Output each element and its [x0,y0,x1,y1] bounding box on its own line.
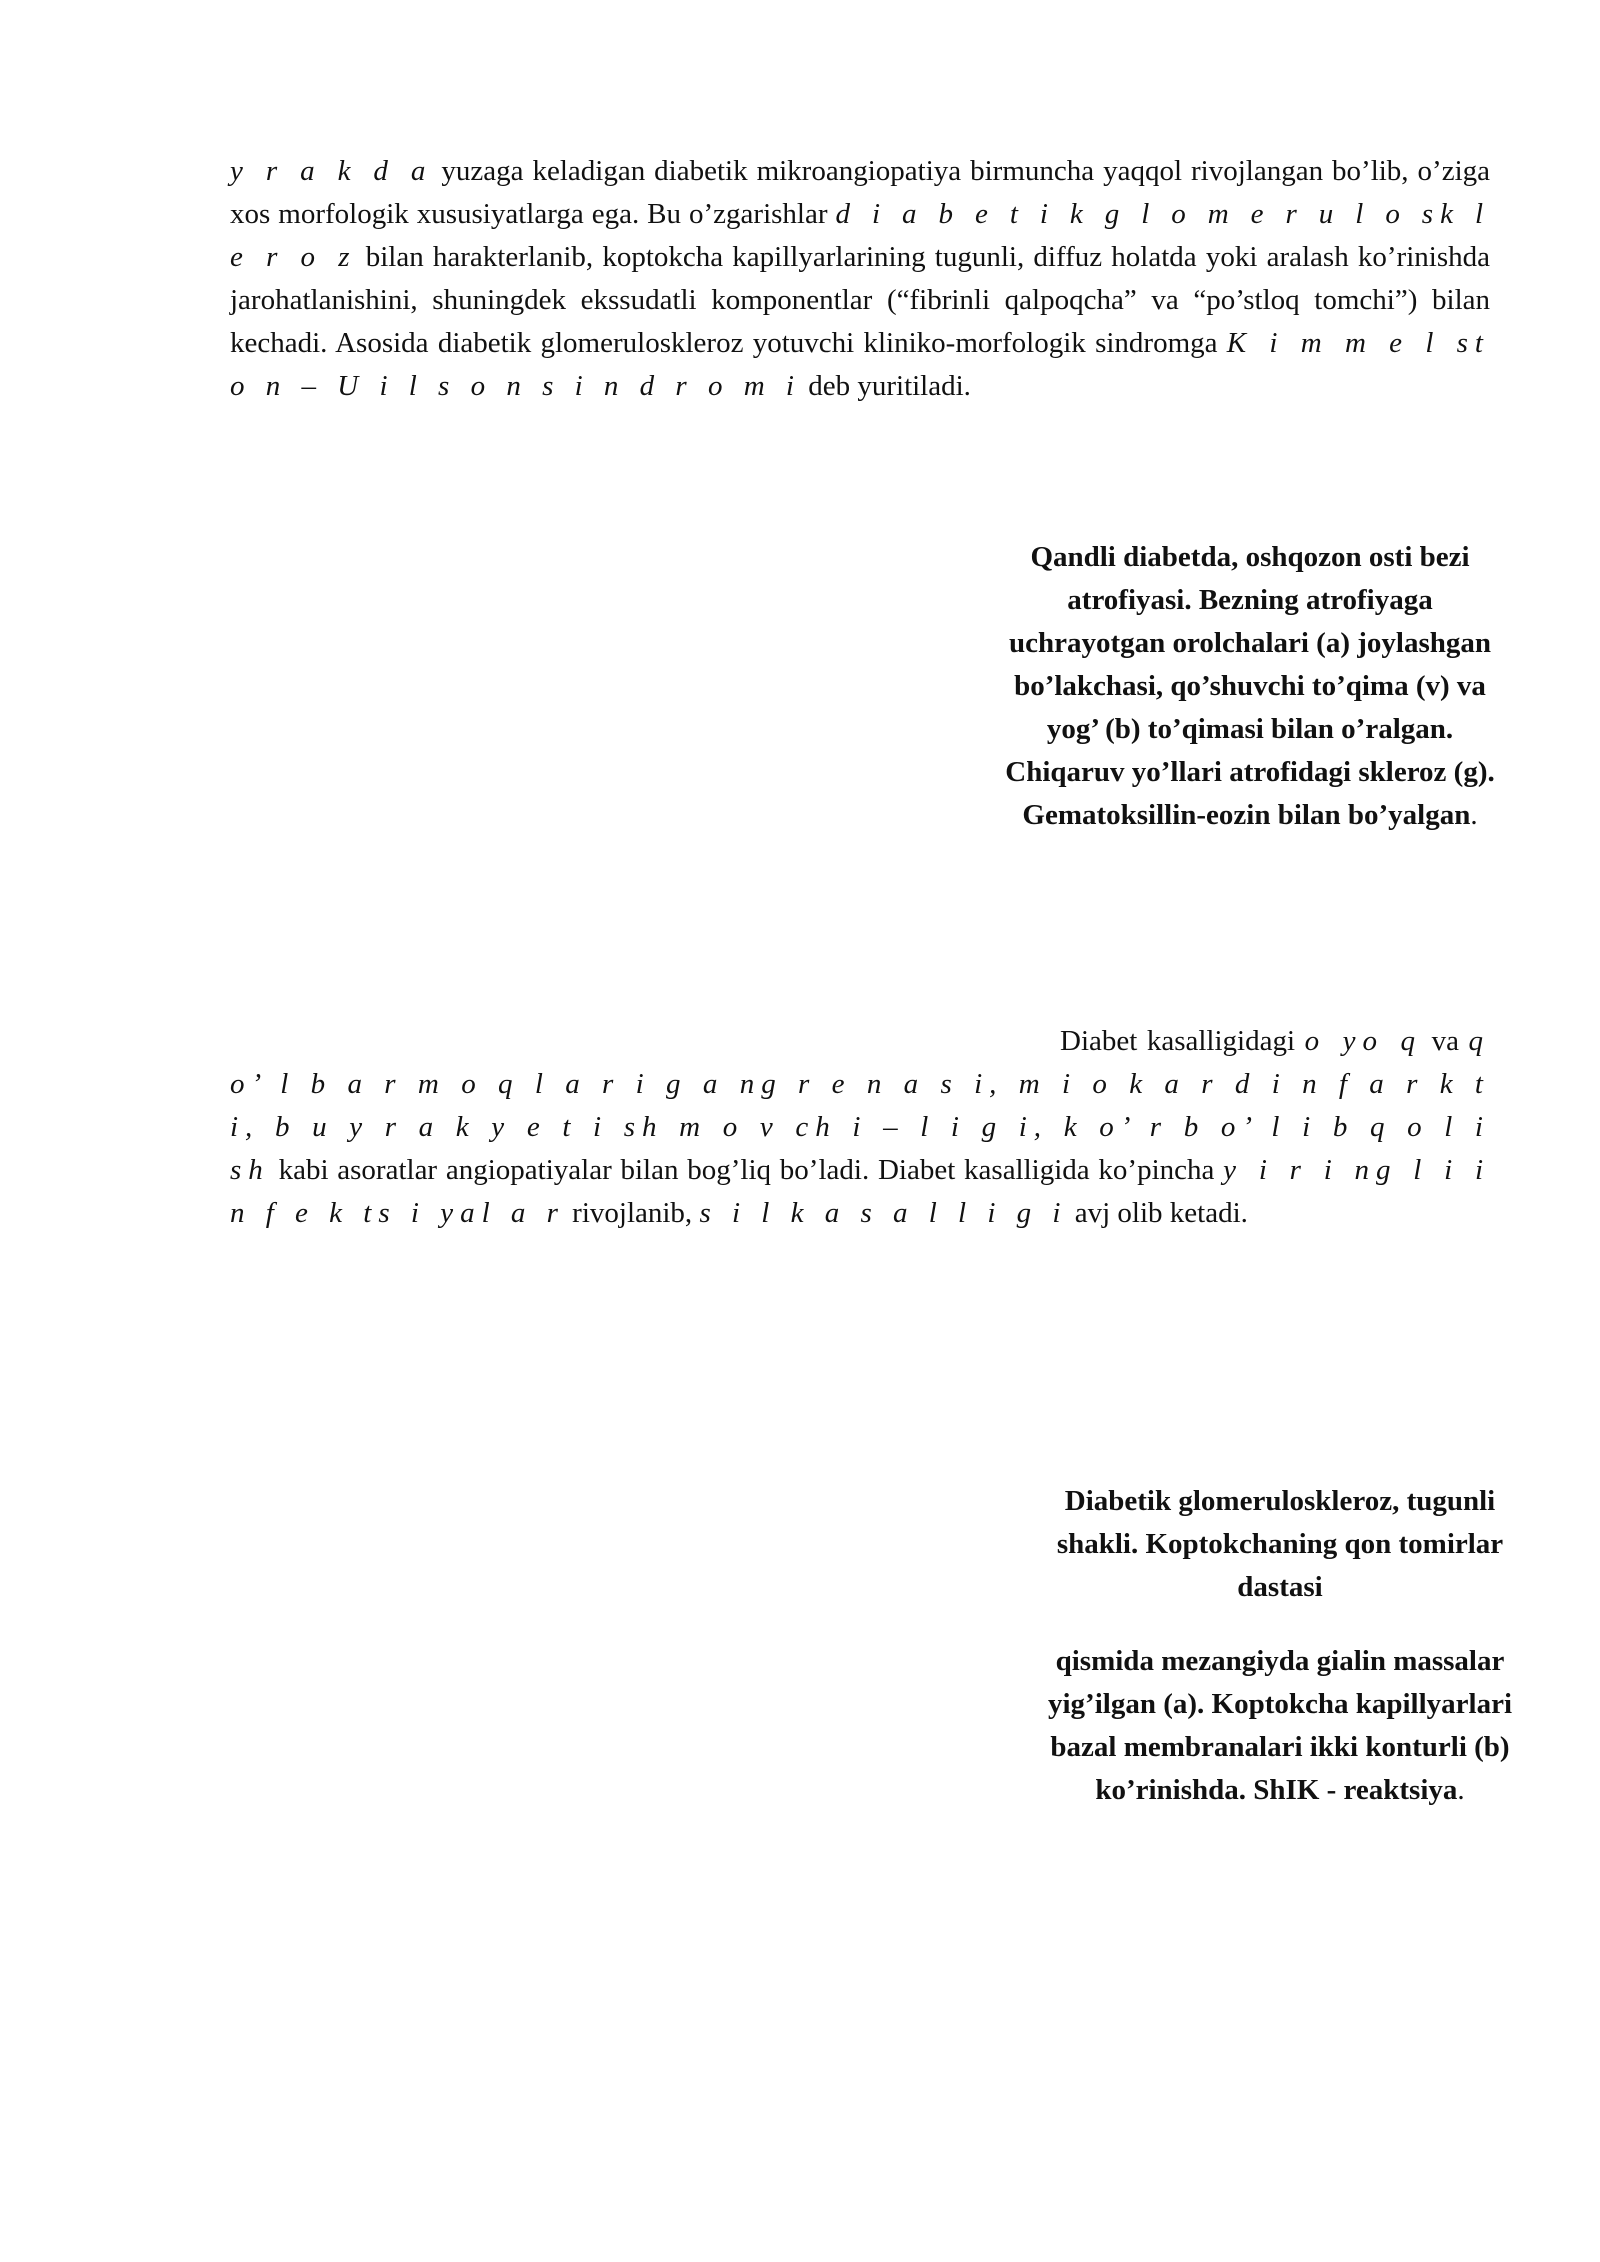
emphasis-term: s i l k a s a l l i g i [699,1197,1068,1229]
paragraph-text: va [1422,1025,1469,1057]
paragraph-text: avj olib ketadi. [1067,1197,1248,1229]
caption-text: Qandli diabetda, oshqozon osti bezi atrofiyasi. Bezning atrofiyaga uchrayotgan orolchalari (a) joylashgan bo’lakchasi, qo’shuvchi to’qima (v) va yog’ (b) to’qimasi bilan o’ralgan. Chiqaruv yo’llari atrofidagi skleroz (g). Gematoksillin-eozin bilan bo’yalgan [1005,541,1495,831]
caption-text: Diabetik glomeruloskleroz, tugunli shakli. Koptokchaning qon tomirlar dastasi [1056,1485,1504,1603]
paragraph-text: Diabet kasalligidagi [1060,1025,1305,1057]
emphasis-term: o yo q [1304,1025,1423,1057]
figure-caption-glomerulosclerosis-part2 [1040,1640,1520,1812]
emphasis-term: y i r i ng l i i n f e k ts i yal a r [230,1154,1490,1229]
emphasis-term: q o’ l b a r m o q l a r i g a ng r e n a s i, m i o k a r d i n f a r k t i, b u y r a k y e t i sh m o v ch i – l i g i, k o’ r b o’ l i b q o l i sh [230,1025,1491,1186]
paragraph-text: yuzaga keladigan diabetik mikroangiopatiya birmuncha yaqqol rivojlangan bo’lib, o’ziga xos morfologik xususiyatlarga ega. Bu o’zgarishlar [230,155,1490,230]
paragraph-text: rivojlanib, [564,1197,700,1229]
paragraph-text: bilan harakterlanib, koptokcha kapillyarlarining tugunli, diffuz holatda yoki aralash ko’rinishda jarohatlanishini, shuningdek ekssudatli komponentlar (“fibrinli qalpoqcha” va “po’stloq tomchi”) bilan kechadi. Asosida diabetik glomeruloskleroz yotuvchi kliniko-morfologik sindromga [230,241,1490,359]
paragraph-text: deb yuritiladi. [800,370,971,402]
paragraph-text: kabi asoratlar angiopatiyalar bilan bog’liq bo’ladi. Diabet kasalligida ko’pincha [269,1154,1224,1186]
emphasis-term: y r a k d a [230,155,433,187]
caption-text: qismida mezangiyda gialin massalar yig’ilgan (a). Koptokcha kapillyarlari bazal membranalari ikki konturli (b) ko’rinishda. ShIK - reaktsiya [1047,1645,1513,1806]
caption-period: . [1470,799,1478,831]
figure-caption-glomerulosclerosis-part1 [1040,1480,1520,1609]
paragraph-diabetic-nephropathy [230,150,1490,408]
figure-caption-pancreas [1000,536,1500,837]
emphasis-term: d i a b e t i k g l o m e r u l o sk l e r o z [230,198,1490,273]
caption-period: . [1457,1774,1465,1806]
paragraph-diabetic-complications [230,1020,1490,1235]
emphasis-term: K i m m e l st o n – U i l s o n s i n d r o m i [230,327,1490,402]
